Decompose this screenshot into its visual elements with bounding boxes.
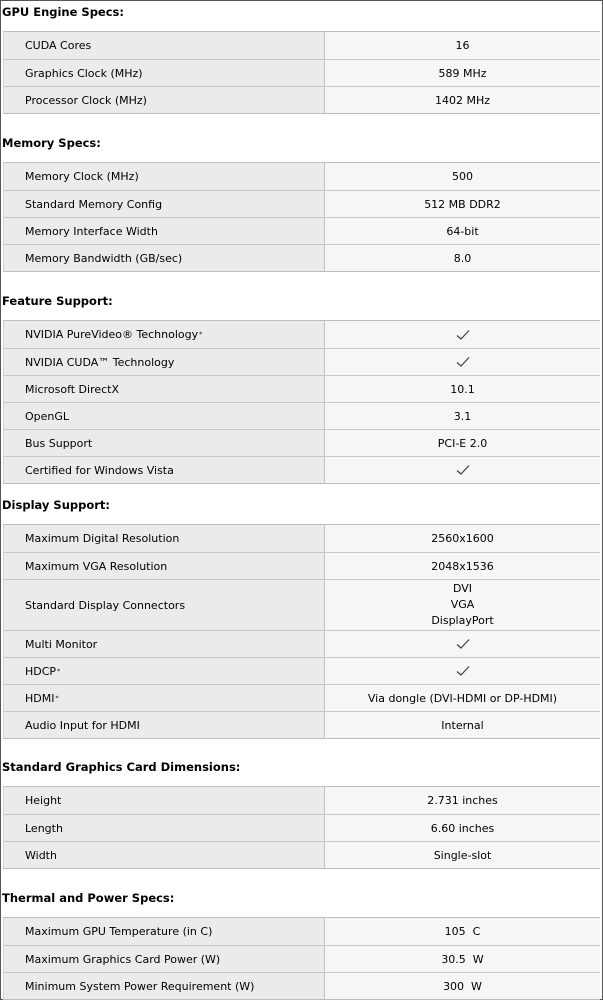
check-icon xyxy=(456,638,470,650)
row-value: 1402 MHz xyxy=(325,86,600,113)
row-label: Bus Support xyxy=(3,429,325,456)
row-value: 16 xyxy=(325,32,600,59)
row-label: Maximum VGA Resolution xyxy=(3,552,325,579)
table-row xyxy=(3,86,600,113)
row-label: Multi Monitor xyxy=(3,630,325,657)
check-icon xyxy=(456,464,470,476)
table-gpu-engine xyxy=(3,31,600,114)
table-row xyxy=(3,552,600,579)
row-label: Maximum Graphics Card Power (W) xyxy=(3,945,325,972)
row-value: 2.731 inches xyxy=(325,787,600,814)
row-label: OpenGL xyxy=(3,402,325,429)
row-value: 3.1 xyxy=(325,402,600,429)
row-value: 512 MB DDR2 xyxy=(325,190,600,217)
row-label: Minimum System Power Requirement (W) xyxy=(3,972,325,999)
row-value: 2048x1536 xyxy=(325,552,600,579)
table-row xyxy=(3,375,600,402)
row-label: Processor Clock (MHz) xyxy=(3,86,325,113)
table-row xyxy=(3,787,600,814)
table-row xyxy=(3,918,600,945)
row-label: NVIDIA CUDA™ Technology xyxy=(3,348,325,375)
section-title-gpu-engine: GPU Engine Specs: xyxy=(2,5,124,19)
table-row xyxy=(3,579,600,630)
row-label: Memory Clock (MHz) xyxy=(3,163,325,190)
section-title-display-support: Display Support: xyxy=(2,498,111,512)
row-value: 64-bit xyxy=(325,217,600,244)
table-row xyxy=(3,59,600,86)
table-thermal-power xyxy=(3,917,600,1000)
table-feature-support xyxy=(3,320,600,484)
table-row xyxy=(3,657,600,684)
table-row xyxy=(3,945,600,972)
row-label: Certified for Windows Vista xyxy=(3,456,325,483)
table-row xyxy=(3,814,600,841)
row-value: Via dongle (DVI-HDMI or DP-HDMI) xyxy=(325,684,600,711)
table-row xyxy=(3,217,600,244)
row-label: Length xyxy=(3,814,325,841)
row-value xyxy=(325,630,600,657)
row-value: 500 xyxy=(325,163,600,190)
row-value: 30.5 W xyxy=(325,945,600,972)
table-display-support xyxy=(3,524,600,739)
section-title-thermal-power: Thermal and Power Specs: xyxy=(2,891,175,905)
row-label: Standard Memory Config xyxy=(3,190,325,217)
connector-vga: VGA xyxy=(450,598,475,611)
table-memory xyxy=(3,162,600,272)
row-value: 6.60 inches xyxy=(325,814,600,841)
row-value xyxy=(325,657,600,684)
row-value: Internal xyxy=(325,711,600,738)
table-row xyxy=(3,402,600,429)
table-row xyxy=(3,711,600,738)
table-row xyxy=(3,429,600,456)
footnote-marker: * xyxy=(57,667,61,675)
table-row xyxy=(3,456,600,483)
table-row xyxy=(3,321,600,348)
table-row xyxy=(3,684,600,711)
row-label: Maximum GPU Temperature (in C) xyxy=(3,918,325,945)
table-row xyxy=(3,190,600,217)
row-label: Width xyxy=(3,841,325,868)
row-label: Microsoft DirectX xyxy=(3,375,325,402)
check-icon xyxy=(456,356,470,368)
section-title-dimensions: Standard Graphics Card Dimensions: xyxy=(2,760,241,774)
section-title-memory: Memory Specs: xyxy=(2,136,101,150)
footnote-marker: * xyxy=(55,694,59,702)
row-value xyxy=(325,456,600,483)
row-label: HDCP * xyxy=(3,657,325,684)
check-icon xyxy=(456,665,470,677)
row-value: PCI-E 2.0 xyxy=(325,429,600,456)
connector-displayport: DisplayPort xyxy=(431,614,494,627)
row-value: 2560x1600 xyxy=(325,525,600,552)
table-row xyxy=(3,972,600,999)
row-value xyxy=(325,321,600,348)
row-label: Graphics Clock (MHz) xyxy=(3,59,325,86)
row-value: 589 MHz xyxy=(325,59,600,86)
row-value: 10.1 xyxy=(325,375,600,402)
row-value: Single-slot xyxy=(325,841,600,868)
table-row xyxy=(3,32,600,59)
check-icon xyxy=(456,329,470,341)
table-row xyxy=(3,841,600,868)
row-label: Audio Input for HDMI xyxy=(3,711,325,738)
table-row xyxy=(3,244,600,271)
row-label: Memory Bandwidth (GB/sec) xyxy=(3,244,325,271)
row-value: 105 C xyxy=(325,918,600,945)
connector-dvi: DVI xyxy=(452,582,473,595)
row-label: CUDA Cores xyxy=(3,32,325,59)
row-value: 300 W xyxy=(325,972,600,999)
table-row xyxy=(3,348,600,375)
row-label: HDMI * xyxy=(3,684,325,711)
footnote-marker: * xyxy=(199,331,203,338)
table-row xyxy=(3,630,600,657)
row-label: Maximum Digital Resolution xyxy=(3,525,325,552)
row-label: NVIDIA PureVideo® Technology * xyxy=(3,321,325,348)
table-row xyxy=(3,525,600,552)
table-row xyxy=(3,163,600,190)
row-label: Height xyxy=(3,787,325,814)
row-value: 8.0 xyxy=(325,244,600,271)
table-dimensions xyxy=(3,786,600,869)
row-label: Standard Display Connectors xyxy=(3,579,325,630)
row-value xyxy=(325,348,600,375)
section-title-feature-support: Feature Support: xyxy=(2,294,113,308)
row-label: Memory Interface Width xyxy=(3,217,325,244)
row-value xyxy=(325,579,600,630)
